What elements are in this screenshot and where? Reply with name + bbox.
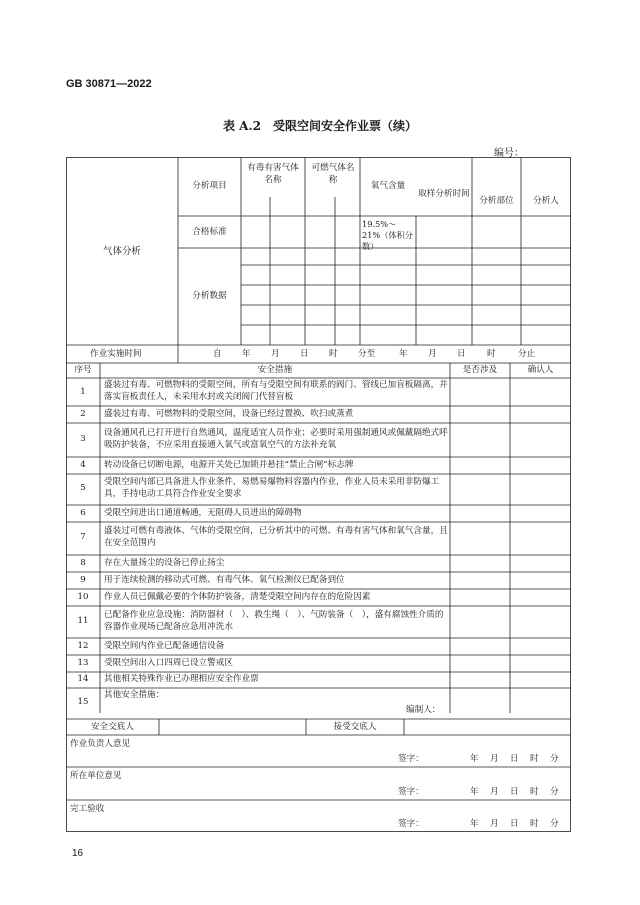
page-number: 16 bbox=[72, 848, 84, 859]
date-minute: 分 bbox=[550, 819, 559, 829]
work-time-from: 自 bbox=[213, 349, 222, 359]
col-involved-header: 是否涉及 bbox=[462, 365, 498, 375]
form-title: 表 A.2 受限空间安全作业票（续） bbox=[222, 119, 418, 133]
measure-number: 15 bbox=[77, 697, 89, 707]
work-time-from-minute: 分至 bbox=[358, 349, 376, 359]
date-minute: 分 bbox=[550, 754, 559, 764]
measure-text: 作业人员已佩戴必要的个体防护装备，清楚受限空间内存在的危险因素 bbox=[104, 592, 371, 602]
measure-text: 存在大量扬尘的设备已停止扬尘 bbox=[104, 558, 225, 568]
measure-text: 其他安全措施： bbox=[104, 690, 165, 700]
work-time-to-day: 日 bbox=[457, 349, 466, 359]
measure-number: 3 bbox=[80, 434, 86, 444]
measure-text: 盛装过有毒、可燃物料的受限空间，设备已经过置换、吹扫或蒸煮 bbox=[104, 409, 354, 419]
analysis-item-label: 分析项目 bbox=[192, 181, 227, 191]
work-time-label: 作业实施时间 bbox=[90, 349, 142, 359]
measure-text: 转动设备已切断电源，电源开关处已加锁并悬挂“禁止合闸”标志牌 bbox=[104, 460, 354, 470]
measure-number: 7 bbox=[80, 532, 86, 542]
combustible-gas-label: 可燃气体名称 bbox=[311, 163, 355, 185]
measure-number: 1 bbox=[80, 387, 86, 397]
work-time-from-day: 日 bbox=[300, 349, 309, 359]
analysis-location-label: 分析部位 bbox=[479, 196, 514, 206]
date-hour: 时 bbox=[530, 787, 539, 797]
work-time-to-minute: 分止 bbox=[518, 349, 536, 359]
work-time-to-year: 年 bbox=[399, 349, 408, 359]
measure-number: 13 bbox=[77, 658, 89, 668]
analysis-data-label: 分析数据 bbox=[192, 291, 227, 301]
measure-number: 8 bbox=[80, 558, 86, 568]
measure-text: 已配备作业应急设施：消防器材（ ）、救生绳（ ）、气防装备（ ），盛有腐蚀性介质的容器作业现场已配备应急用冲洗水 bbox=[104, 610, 444, 632]
toxic-gas-label: 有毒有害气体名称 bbox=[247, 163, 299, 185]
measure-text: 用于连续检测的移动式可燃、有毒气体、氧气检测仪已配备到位 bbox=[104, 575, 345, 585]
measure-text: 其他相关特殊作业已办理相应安全作业票 bbox=[104, 674, 259, 684]
serial-number-label: 编号： bbox=[494, 148, 524, 159]
measure-number: 6 bbox=[80, 508, 86, 518]
date-year: 年 bbox=[470, 787, 479, 797]
measure-number: 12 bbox=[77, 641, 89, 651]
date-minute: 分 bbox=[550, 787, 559, 797]
date-month: 月 bbox=[490, 754, 499, 764]
measure-text: 受限空间内作业已配备通信设备 bbox=[104, 641, 225, 651]
work-time-from-year: 年 bbox=[242, 349, 251, 359]
gas-analysis-label: 气体分析 bbox=[102, 246, 141, 257]
analyst-label: 分析人 bbox=[533, 196, 559, 206]
measure-text: 受限空间出入口四周已设立警戒区 bbox=[104, 658, 233, 668]
measure-number: 11 bbox=[77, 616, 89, 626]
measure-text: 盛装过可燃有毒液体、气体的受限空间，已分析其中的可燃、有毒有害气体和氧气含量，且在安全范围内 bbox=[104, 526, 448, 548]
signature-label: 签字： bbox=[398, 819, 424, 829]
work-time-to-hour: 时 bbox=[487, 349, 496, 359]
work-time-from-hour: 时 bbox=[329, 349, 338, 359]
measure-number: 10 bbox=[77, 592, 89, 602]
measure-number: 4 bbox=[80, 460, 86, 470]
disclosure-receiver-label: 接受交底人 bbox=[333, 722, 377, 732]
measure-number: 2 bbox=[80, 409, 86, 419]
unit-opinion-label: 所在单位意见 bbox=[70, 771, 122, 781]
date-year: 年 bbox=[470, 819, 479, 829]
date-day: 日 bbox=[510, 754, 519, 764]
work-time-to-month: 月 bbox=[428, 349, 437, 359]
date-hour: 时 bbox=[530, 754, 539, 764]
date-day: 日 bbox=[510, 787, 519, 797]
col-number-header: 序号 bbox=[74, 365, 92, 375]
signature-label: 签字： bbox=[398, 754, 424, 764]
signature-label: 签字： bbox=[398, 787, 424, 797]
col-confirm-header: 确认人 bbox=[527, 365, 554, 375]
oxygen-standard-value: 19.5%～21%（体积分数） bbox=[362, 219, 413, 251]
measure-number: 14 bbox=[77, 674, 89, 684]
date-month: 月 bbox=[490, 819, 499, 829]
date-day: 日 bbox=[510, 819, 519, 829]
compiler-label: 编制人： bbox=[406, 705, 441, 715]
safety-discloser-label: 安全交底人 bbox=[91, 722, 134, 732]
date-month: 月 bbox=[490, 787, 499, 797]
oxygen-content-label: 氧气含量 bbox=[370, 181, 406, 191]
measure-text: 盛装过有毒、可燃物料的受限空间，所有与受限空间有联系的阀门、管线已加盲板隔离，并落实盲板责任人，未采用水封或关闭阀门代替盲板 bbox=[104, 380, 448, 402]
qualified-standard-label: 合格标准 bbox=[192, 227, 227, 237]
completion-acceptance-label: 完工验收 bbox=[70, 804, 105, 814]
sampling-time-label: 取样分析时间 bbox=[418, 189, 470, 199]
measure-number: 9 bbox=[80, 575, 86, 585]
standard-code: GB 30871—2022 bbox=[66, 78, 152, 90]
safety-permit-form bbox=[66, 157, 571, 832]
date-year: 年 bbox=[470, 754, 479, 764]
date-hour: 时 bbox=[530, 819, 539, 829]
measure-text: 受限空间内部已具备进人作业条件，易燃易爆物料容器内作业，作业人员未采用非防爆工具，手持电动工具符合作业安全要求 bbox=[104, 477, 440, 499]
work-leader-opinion-label: 作业负责人意见 bbox=[70, 739, 131, 749]
measure-number: 5 bbox=[80, 483, 86, 493]
work-time-from-month: 月 bbox=[271, 349, 280, 359]
measure-text: 受限空间进出口通道畅通，无阻碍人员进出的障碍物 bbox=[104, 508, 302, 518]
measure-text: 设备通风孔已打开进行自然通风，温度适宜人员作业；必要时采用强制通风或佩戴隔绝式呼吸防护装备，不应采用直接通入氧气或富氧空气的方法补充氧 bbox=[104, 428, 448, 450]
col-measures-header: 安全措施 bbox=[257, 365, 293, 375]
